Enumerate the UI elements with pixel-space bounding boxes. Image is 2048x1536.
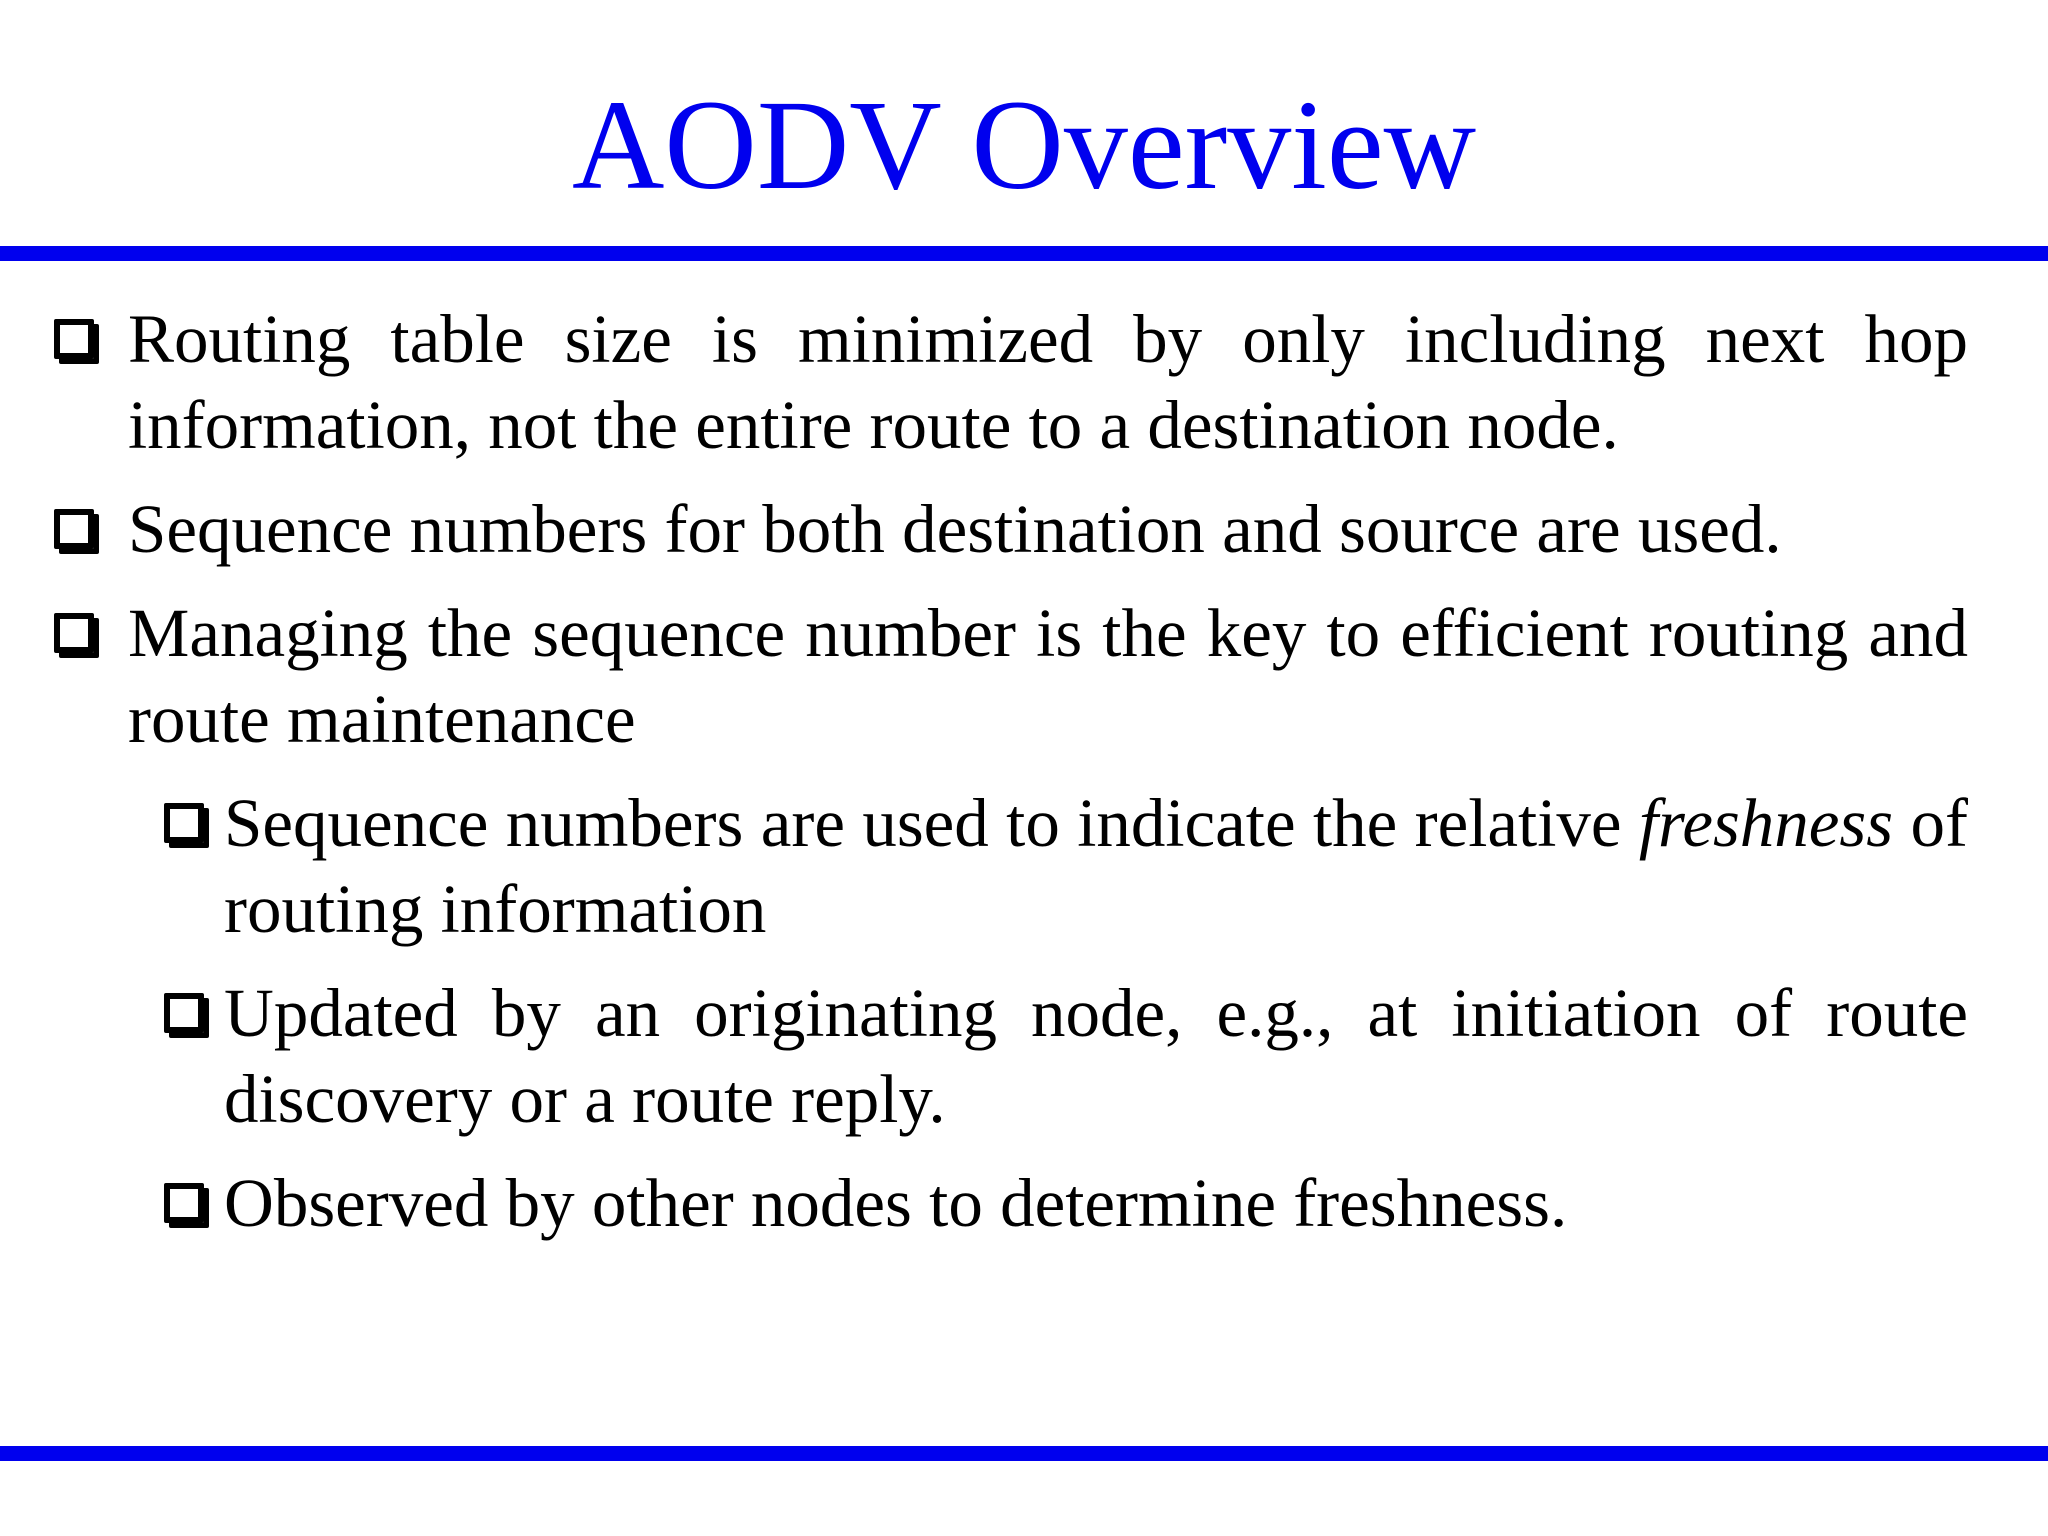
sub-bullet-text: Updated by an originating node, e.g., at initiation of route discovery or a route reply. (224, 975, 1968, 1137)
bullet-item (48, 486, 1968, 572)
title-divider (0, 246, 2048, 261)
bullet-item (48, 296, 1968, 468)
hollow-square-bullet-icon (164, 993, 204, 1033)
hollow-square-bullet-icon (54, 613, 94, 653)
footer-divider (0, 1446, 2048, 1461)
hollow-square-bullet-icon (164, 803, 204, 843)
sub-bullet-text-end: of routing information (224, 785, 1968, 947)
bullet-list (48, 296, 1968, 1246)
freshness-emphasis: freshness (1638, 785, 1894, 861)
sub-bullet-item (48, 970, 1968, 1142)
hollow-square-bullet-icon (164, 1183, 204, 1223)
slide-title: AODV Overview (571, 74, 1477, 216)
sub-bullet-text: Observed by other nodes to determine freshness. (224, 1165, 1568, 1241)
bullet-text: Sequence numbers for both destination and source are used. (128, 491, 1782, 567)
hollow-square-bullet-icon (54, 319, 94, 359)
sub-bullet-item (48, 780, 1968, 952)
bullet-text: Managing the sequence number is the key to efficient routing and route maintenance (128, 595, 1968, 757)
sub-bullet-text-start: Sequence numbers are used to indicate the relative (224, 785, 1639, 861)
sub-bullet-item (48, 1160, 1968, 1246)
bullet-text: Routing table size is minimized by only including next hop information, not the entire route to a destination node. (128, 301, 1968, 463)
hollow-square-bullet-icon (54, 509, 94, 549)
bullet-item (48, 590, 1968, 762)
